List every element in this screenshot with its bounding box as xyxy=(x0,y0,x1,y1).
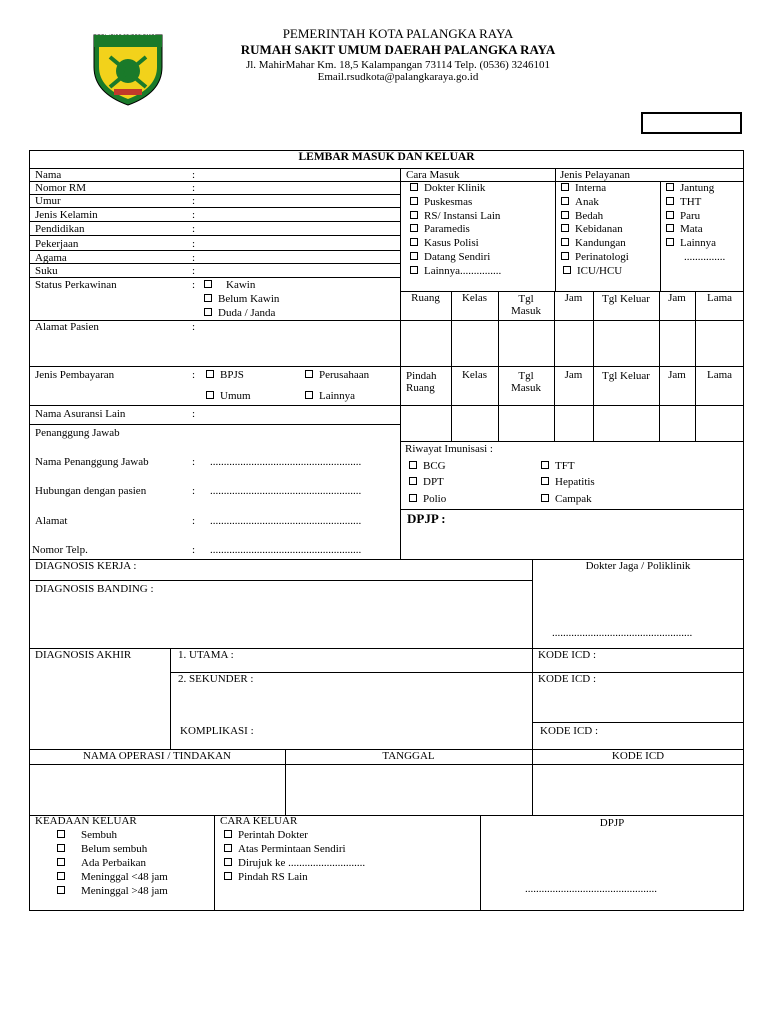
label-suku: Suku xyxy=(35,265,58,277)
checkbox[interactable] xyxy=(204,280,212,288)
th-tgl-masuk-2: Tgl Masuk xyxy=(511,370,541,394)
th-tgl-keluar: Tgl Keluar xyxy=(602,293,650,305)
th-tgl-keluar-2: Tgl Keluar xyxy=(602,370,650,382)
checkbox[interactable] xyxy=(666,238,674,246)
checkbox[interactable] xyxy=(561,197,569,205)
checkbox[interactable] xyxy=(561,238,569,246)
checkbox[interactable] xyxy=(409,477,417,485)
colon: : xyxy=(192,265,196,277)
dokter-jaga-signature[interactable]: ................................................... xyxy=(552,627,693,639)
option-label: ICU/HCU xyxy=(577,265,623,277)
option-label: Perinatologi xyxy=(575,251,629,263)
gov-name: PEMERINTAH KOTA PALANGKA RAYA xyxy=(282,26,514,41)
option-label: Paru xyxy=(680,210,701,222)
option-label: Mata xyxy=(680,223,703,235)
checkbox[interactable] xyxy=(666,197,674,205)
hospital-name: RUMAH SAKIT UMUM DAERAH PALANGKA RAYA xyxy=(240,42,556,57)
option-label: Campak xyxy=(555,493,592,505)
option-label: Meninggal >48 jam xyxy=(81,885,168,897)
form-frame xyxy=(29,150,744,911)
pay-perusahaan[interactable] xyxy=(305,370,369,381)
nama-pj-field[interactable]: ....................................................... xyxy=(210,456,362,468)
option-label: Bedah xyxy=(575,210,604,222)
checkbox[interactable] xyxy=(561,224,569,232)
checkbox[interactable] xyxy=(666,183,674,191)
imun-polio[interactable] xyxy=(409,494,446,505)
checkbox[interactable] xyxy=(204,308,212,316)
checkbox[interactable] xyxy=(561,211,569,219)
option-label: Lainnya xyxy=(319,390,356,402)
keluar-perintah-dokter[interactable] xyxy=(224,830,308,841)
th-jam-3: Jam xyxy=(564,369,583,381)
option-label: Perintah Dokter xyxy=(238,829,308,841)
hospital-email: Email.rsudkota@palangkaraya.go.id xyxy=(317,71,479,83)
jp-bedah[interactable] xyxy=(561,211,603,222)
checkbox[interactable] xyxy=(57,844,65,852)
colon: : xyxy=(192,279,196,291)
th-kelas: Kelas xyxy=(461,292,488,304)
kode-icd-utama: KODE ICD : xyxy=(538,649,597,661)
label-alamat-pj: Alamat xyxy=(35,515,68,527)
label-agama: Agama xyxy=(35,252,67,264)
operasi-nama-header: NAMA OPERASI / TINDAKAN xyxy=(82,750,231,762)
option-label: Perusahaan xyxy=(319,369,370,381)
option-label: Kebidanan xyxy=(575,223,623,235)
status-kawin[interactable] xyxy=(204,280,255,291)
keadaan-meninggal-lt48[interactable] xyxy=(57,872,168,883)
keadaan-sembuh[interactable] xyxy=(57,830,117,841)
dpjp-signature[interactable]: ................................................ xyxy=(525,883,657,895)
checkbox[interactable] xyxy=(410,238,418,246)
imun-campak[interactable] xyxy=(541,494,592,505)
th-lama: Lama xyxy=(706,292,733,304)
colon: : xyxy=(192,544,196,556)
colon: : xyxy=(192,169,196,181)
checkbox[interactable] xyxy=(410,224,418,232)
label-jenis-pembayaran: Jenis Pembayaran xyxy=(35,369,115,381)
option-label: Ada Perbaikan xyxy=(81,857,147,869)
keluar-aps[interactable] xyxy=(224,844,346,855)
form-title: LEMBAR MASUK DAN KELUAR xyxy=(298,151,475,163)
checkbox[interactable] xyxy=(224,858,232,866)
jenis-pelayanan-label: Jenis Pelayanan xyxy=(560,169,630,181)
checkbox[interactable] xyxy=(305,391,313,399)
kode-icd-komplikasi: KODE ICD : xyxy=(540,725,599,737)
diagnosis-banding-label: DIAGNOSIS BANDING : xyxy=(35,583,154,595)
cm-rs-instansi[interactable] xyxy=(410,211,500,222)
option-label: Polio xyxy=(423,493,447,505)
label-asuransi: Nama Asuransi Lain xyxy=(35,408,126,420)
option-label: Dokter Klinik xyxy=(424,182,486,194)
keluar-pindah-rs[interactable] xyxy=(224,872,308,883)
checkbox[interactable] xyxy=(206,370,214,378)
checkbox[interactable] xyxy=(57,858,65,866)
sekunder-label: 2. SEKUNDER : xyxy=(178,673,254,685)
number-box[interactable] xyxy=(641,112,742,134)
colon: : xyxy=(192,252,196,264)
colon: : xyxy=(192,195,196,207)
pay-bpjs[interactable] xyxy=(206,370,244,381)
imun-tft[interactable] xyxy=(541,461,575,472)
option-label: Anak xyxy=(575,196,599,208)
keluar-dirujuk[interactable] xyxy=(224,858,365,869)
label-hubungan: Hubungan dengan pasien xyxy=(35,485,147,497)
option-label: BPJS xyxy=(220,369,244,381)
th-ruang: Ruang xyxy=(411,292,440,304)
cm-paramedis[interactable] xyxy=(410,224,470,235)
th-lama-2: Lama xyxy=(706,369,733,381)
colon: : xyxy=(192,485,196,497)
cara-keluar-label: CARA KELUAR xyxy=(220,815,298,827)
option-label: Jantung xyxy=(680,182,715,194)
operasi-tanggal-header: TANGGAL xyxy=(382,750,435,762)
checkbox[interactable] xyxy=(563,266,571,274)
label-status-perkawinan: Status Perkawinan xyxy=(35,279,117,291)
option-label: Hepatitis xyxy=(555,476,595,488)
checkbox[interactable] xyxy=(410,197,418,205)
jp-tht[interactable] xyxy=(666,197,701,208)
jp-mata[interactable] xyxy=(666,224,703,235)
checkbox[interactable] xyxy=(410,211,418,219)
checkbox[interactable] xyxy=(57,886,65,894)
cm-dokter-klinik[interactable] xyxy=(410,183,485,194)
hospital-address: Jl. MahirMahar Km. 18,5 Kalampangan 73114 Telp. (0536) 3246101 xyxy=(245,59,551,71)
alamat-pj-field[interactable]: ....................................................... xyxy=(210,515,362,527)
th-tgl-masuk: Tgl Masuk xyxy=(511,293,541,317)
option-label: Kasus Polisi xyxy=(424,237,479,249)
jp-icu[interactable] xyxy=(563,266,622,277)
label-nama-penanggung: Nama Penanggung Jawab xyxy=(35,456,149,468)
dpjp-label: DPJP : xyxy=(407,511,446,526)
option-label: BCG xyxy=(423,460,446,472)
option-label: Puskesmas xyxy=(424,196,473,208)
checkbox[interactable] xyxy=(305,370,313,378)
option-label: Duda / Janda xyxy=(218,307,276,319)
label-pekerjaan: Pekerjaan xyxy=(35,238,79,250)
option-label: Dirujuk ke ............................ xyxy=(238,857,366,869)
checkbox[interactable] xyxy=(541,477,549,485)
pay-umum[interactable] xyxy=(206,391,251,402)
colon: : xyxy=(192,182,196,194)
checkbox[interactable] xyxy=(224,844,232,852)
cara-masuk-label: Cara Masuk xyxy=(406,169,460,181)
colon: : xyxy=(192,408,196,420)
jp-paru[interactable] xyxy=(666,211,700,222)
th-jam-2: Jam xyxy=(668,292,686,304)
checkbox[interactable] xyxy=(224,830,232,838)
jp-interna[interactable] xyxy=(561,183,606,194)
penanggung-title: Penanggung Jawab xyxy=(35,427,120,439)
th-jam: Jam xyxy=(564,292,583,304)
label-jenis-kelamin: Jenis Kelamin xyxy=(35,209,98,221)
telp-field[interactable]: ....................................................... xyxy=(210,544,362,556)
th-jam-4: Jam xyxy=(668,369,686,381)
option-label: Lainnya............... xyxy=(424,265,502,277)
cm-lainnya[interactable] xyxy=(410,266,501,277)
option-label: DPT xyxy=(423,476,444,488)
checkbox[interactable] xyxy=(410,266,418,274)
status-duda-janda[interactable] xyxy=(204,308,275,319)
checkbox[interactable] xyxy=(541,461,549,469)
option-label: Belum Kawin xyxy=(218,293,280,305)
jp-anak[interactable] xyxy=(561,197,599,208)
option-label: Paramedis xyxy=(424,223,470,235)
option-label: Meninggal <48 jam xyxy=(81,871,168,883)
option-label: Lainnya xyxy=(680,237,717,249)
jp-kandungan[interactable] xyxy=(561,238,626,249)
keadaan-meninggal-gt48[interactable] xyxy=(57,886,168,897)
checkbox[interactable] xyxy=(206,391,214,399)
logo-text: PALANGKA RAYA xyxy=(96,30,156,37)
label-nama: Nama xyxy=(35,169,62,181)
imun-dpt[interactable] xyxy=(409,477,444,488)
colon: : xyxy=(192,209,196,221)
checkbox[interactable] xyxy=(224,872,232,880)
option-label: Datang Sendiri xyxy=(424,251,491,263)
imun-bcg[interactable] xyxy=(409,461,446,472)
option-label: TFT xyxy=(555,460,575,472)
label-alamat-pasien: Alamat Pasien xyxy=(35,321,99,333)
option-label: RS/ Instansi Lain xyxy=(424,210,501,222)
option-label: Umum xyxy=(220,390,251,402)
keadaan-keluar-label: KEADAAN KELUAR xyxy=(35,815,137,827)
option-label: Interna xyxy=(575,182,607,194)
jp-kebidanan[interactable] xyxy=(561,224,623,235)
hospital-logo xyxy=(88,27,168,107)
checkbox[interactable] xyxy=(409,494,417,502)
checkbox[interactable] xyxy=(57,872,65,880)
option-label: Kandungan xyxy=(575,237,626,249)
jp-perinatologi[interactable] xyxy=(561,252,629,263)
cm-puskesmas[interactable] xyxy=(410,197,472,208)
colon: : xyxy=(192,238,196,250)
colon: : xyxy=(192,321,196,333)
colon: : xyxy=(192,515,196,527)
imun-hepatitis[interactable] xyxy=(541,477,595,488)
colon: : xyxy=(192,223,196,235)
dokter-jaga-label: Dokter Jaga / Poliklinik xyxy=(585,560,691,572)
option-label: Pindah RS Lain xyxy=(238,871,308,883)
jp-jantung[interactable] xyxy=(666,183,714,194)
checkbox[interactable] xyxy=(57,830,65,838)
option-label: Kawin xyxy=(226,279,256,291)
hubungan-field[interactable]: ....................................................... xyxy=(210,485,362,497)
kode-icd-sekunder: KODE ICD : xyxy=(538,673,597,685)
option-label: Sembuh xyxy=(81,829,118,841)
komplikasi-label: KOMPLIKASI : xyxy=(180,725,254,737)
checkbox[interactable] xyxy=(204,294,212,302)
checkbox[interactable] xyxy=(666,224,674,232)
checkbox[interactable] xyxy=(410,183,418,191)
option-label: THT xyxy=(680,196,702,208)
imunisasi-label: Riwayat Imunisasi : xyxy=(405,443,493,455)
jp-lainnya[interactable] xyxy=(666,238,716,249)
dpjp-bottom-label: DPJP xyxy=(599,817,625,829)
th-kelas-2: Kelas xyxy=(461,369,488,381)
keadaan-ada-perbaikan[interactable] xyxy=(57,858,146,869)
option-label: Atas Permintaan Sendiri xyxy=(238,843,346,855)
label-telp: Nomor Telp. xyxy=(32,544,88,556)
checkbox[interactable] xyxy=(410,252,418,260)
colon: : xyxy=(192,456,196,468)
operasi-kode-header: KODE ICD xyxy=(611,750,665,762)
utama-label: 1. UTAMA : xyxy=(178,649,234,661)
th-pindah-ruang: Pindah Ruang xyxy=(406,370,437,394)
cm-datang-sendiri[interactable] xyxy=(410,252,490,263)
colon: : xyxy=(192,369,196,381)
label-pendidikan: Pendidikan xyxy=(35,223,85,235)
checkbox[interactable] xyxy=(561,183,569,191)
cm-kasus-polisi[interactable] xyxy=(410,238,479,249)
checkbox[interactable] xyxy=(561,252,569,260)
checkbox[interactable] xyxy=(666,211,674,219)
keadaan-belum-sembuh[interactable] xyxy=(57,844,147,855)
option-label: Belum sembuh xyxy=(81,843,148,855)
diagnosis-akhir-label: DIAGNOSIS AKHIR xyxy=(35,649,132,661)
status-belum-kawin[interactable] xyxy=(204,294,279,305)
checkbox[interactable] xyxy=(409,461,417,469)
label-nomor-rm: Nomor RM xyxy=(35,182,87,194)
jp-lainnya-dots[interactable]: ............... xyxy=(684,251,726,263)
label-umur: Umur xyxy=(35,195,61,207)
diagnosis-kerja-label: DIAGNOSIS KERJA : xyxy=(35,560,137,572)
pay-lainnya[interactable] xyxy=(305,391,355,402)
checkbox[interactable] xyxy=(541,494,549,502)
